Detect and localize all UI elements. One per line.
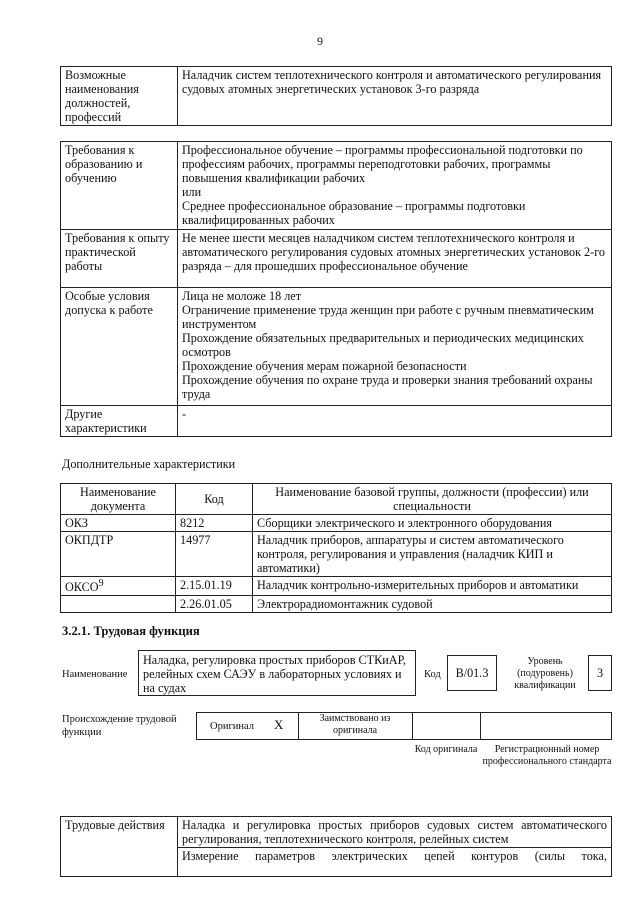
req-value: [178, 288, 612, 406]
req-line: Не менее шести месяцев наладчиком систем теплотехнического контроля и автоматического регулирования судовых атомных энергетических установок 2-го разряда – для прошедших профессиональное обучение: [182, 231, 605, 273]
req-line: Среднее профессиональное образование – программы подготовки квалифицированных рабочих: [182, 199, 526, 227]
divider: [412, 712, 413, 740]
doc-cell: [61, 596, 176, 613]
req-label: Особые условия допуска к работе: [61, 288, 178, 406]
level-value: 3: [588, 655, 612, 691]
original-mark: X: [274, 717, 284, 732]
positions-table: [60, 66, 612, 126]
code-orig-label: Код оригинала: [414, 744, 478, 755]
positions-value: Наладчик систем теплотехнического контроля и автоматического регулирования судовых атомных энергетических установок 3-го разряда: [178, 67, 612, 126]
col-header-doc: Наименование документа: [61, 484, 176, 515]
additional-table: [60, 483, 612, 613]
doc-cell: [61, 577, 176, 596]
req-label: Требования к образованию и обучению: [61, 142, 178, 230]
function-code: В/01.3: [447, 655, 497, 691]
name-label: Наименование: [62, 669, 128, 680]
name-cell: Электрорадиомонтажник судовой: [253, 596, 612, 613]
doc-cell: ОКЗ: [61, 515, 176, 532]
req-value: [178, 142, 612, 230]
code-cell: 2.26.01.05: [176, 596, 253, 613]
req-line: Прохождение обучения мерам пожарной безопасности: [182, 359, 467, 373]
section-title: 3.2.1. Трудовая функция: [62, 624, 200, 638]
req-value: [178, 230, 612, 288]
requirements-table: [60, 141, 612, 437]
req-line: -: [182, 407, 187, 421]
req-line: Прохождение обязательных предварительных и периодических медицинских осмотров: [182, 331, 584, 359]
divider: [298, 712, 299, 740]
additional-heading: Дополнительные характеристики: [62, 457, 236, 471]
doc-cell: ОКПДТР: [61, 532, 176, 577]
col-header-name: Наименование базовой группы, должности (профессии) или специальности: [253, 484, 612, 515]
reg-label: Регистрационный номер профессионального стандарта: [482, 744, 612, 767]
actions-table: [60, 816, 612, 877]
original-label: Оригинал: [210, 721, 254, 732]
req-value: [178, 406, 612, 437]
req-line: или: [182, 185, 202, 199]
name-cell: Наладчик контрольно-измерительных приборов и автоматики: [253, 577, 612, 596]
name-cell: Сборщики электрического и электронного оборудования: [253, 515, 612, 532]
req-line: Лица не моложе 18 лет: [182, 289, 302, 303]
borrowed-label: Заимствовано из оригинала: [319, 713, 391, 736]
code-cell: 8212: [176, 515, 253, 532]
footnote-mark: 9: [98, 578, 104, 589]
action-line: Измерение параметров электрических цепей контуров (силы тока,: [178, 847, 611, 864]
page-number: 9: [317, 34, 323, 48]
action-line: Наладка и регулировка простых приборов судовых систем автоматического регулирования, теплотехнического контроля, релейных систем: [182, 818, 607, 846]
actions-value: [178, 817, 612, 877]
code-label: Код: [424, 669, 441, 680]
req-line: Ограничение применение труда женщин при работе с ручным пневматическим инструментом: [182, 303, 594, 331]
col-header-code: Код: [176, 484, 253, 515]
actions-label: Трудовые действия: [61, 817, 178, 877]
code-cell: 14977: [176, 532, 253, 577]
doc-name: ОКСО: [65, 580, 99, 595]
req-line: Профессиональное обучение – программы профессиональной подготовки по профессиям рабочих, программы переподготовки рабочих, программы повышения квалификации рабочих: [182, 143, 583, 185]
name-cell: Наладчик приборов, аппаратуры и систем автоматического контроля, регулирования и управления (наладчик КИП и автоматики): [253, 532, 612, 577]
divider: [480, 712, 481, 740]
req-label: Требования к опыту практической работы: [61, 230, 178, 288]
origin-label: Происхождение трудовой функции: [62, 714, 177, 738]
code-cell: 2.15.01.19: [176, 577, 253, 596]
positions-label: Возможные наименования должностей, профессий: [61, 67, 178, 126]
req-label: Другие характеристики: [61, 406, 178, 437]
req-line: Прохождение обучения по охране труда и проверки знания требований охраны труда: [182, 373, 593, 401]
function-name: Наладка, регулировка простых приборов СТКиАР, релейных схем САЭУ в лабораторных условиях и на судах: [138, 650, 416, 696]
level-label: Уровень (подуровень) квалификации: [514, 656, 576, 691]
